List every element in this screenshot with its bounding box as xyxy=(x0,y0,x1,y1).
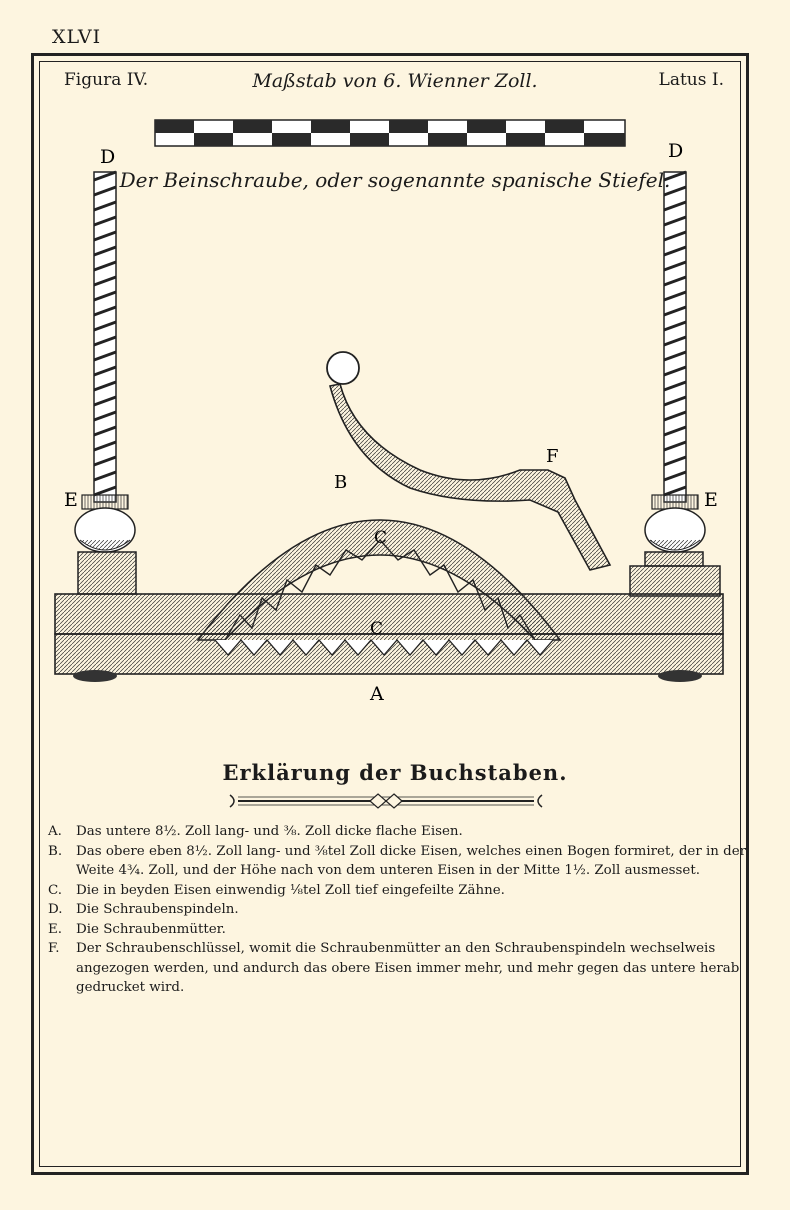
label-c-upper: C xyxy=(374,528,388,548)
label-e-left: E xyxy=(64,489,78,511)
header-side-label: Latus I. xyxy=(658,70,724,90)
legend-key: D. xyxy=(48,902,63,917)
header-scale-title: Maßstab von 6. Wienner Zoll. xyxy=(252,70,538,92)
legend-item xyxy=(48,900,748,920)
legend-key: B. xyxy=(48,843,63,859)
legend-key: A. xyxy=(48,824,62,839)
legend-key: F. xyxy=(48,941,60,956)
label-a: A xyxy=(370,683,384,705)
section-title: Erklärung der Buchstaben. xyxy=(222,760,568,785)
left-screw-spindle xyxy=(94,172,116,502)
left-screw-nut xyxy=(75,495,136,594)
legend-text: Das obere eben 8½. Zoll lang- und ⅜tel Zoll dicke Eisen, welches einen Bogen formiret, der in der Weite 4¾. Zoll, und der Höhe nach von dem unteren Eisen in der Mitte 1½. Zoll ausmesset. xyxy=(76,843,747,878)
page-number: XLVI xyxy=(52,26,102,48)
legend-key: C. xyxy=(48,882,63,898)
right-screw-spindle xyxy=(664,172,686,502)
legend-text: Die in beyden Eisen einwendig ⅛tel Zoll tief eingefeilte Zähne. xyxy=(76,882,505,898)
scale-bar xyxy=(155,120,625,146)
header-figure-number: Figura IV. xyxy=(64,70,149,90)
label-d-left: D xyxy=(100,146,116,168)
plate-title: Der Beinschraube, oder sogenannte spanische Stiefel. xyxy=(119,168,671,192)
legend-text: Das untere 8½. Zoll lang- und ⅜. Zoll dicke flache Eisen. xyxy=(76,824,463,839)
label-c-lower: C xyxy=(370,619,384,639)
legend-item xyxy=(48,939,748,998)
ornamental-divider xyxy=(228,792,544,810)
label-b: B xyxy=(334,472,348,493)
lower-flat-iron xyxy=(55,594,723,682)
label-d-right: D xyxy=(668,140,684,162)
legend-list xyxy=(48,822,748,998)
legend-item xyxy=(48,822,748,842)
legend-text: Die Schraubenmütter. xyxy=(76,921,226,937)
label-f: F xyxy=(546,446,559,467)
legend-item xyxy=(48,842,748,881)
legend-text: Die Schraubenspindeln. xyxy=(76,902,239,917)
legend-item xyxy=(48,920,748,940)
legend-item xyxy=(48,881,748,901)
legend-text: Der Schraubenschlüssel, womit die Schraubenmütter an den Schraubenspindeln wechselweis angezogen werden, und andurch das obere Eisen immer mehr, und mehr gegen das untere herab gedrucket wird. xyxy=(76,941,740,995)
label-e-right: E xyxy=(704,489,718,511)
legend-key: E. xyxy=(48,921,63,937)
